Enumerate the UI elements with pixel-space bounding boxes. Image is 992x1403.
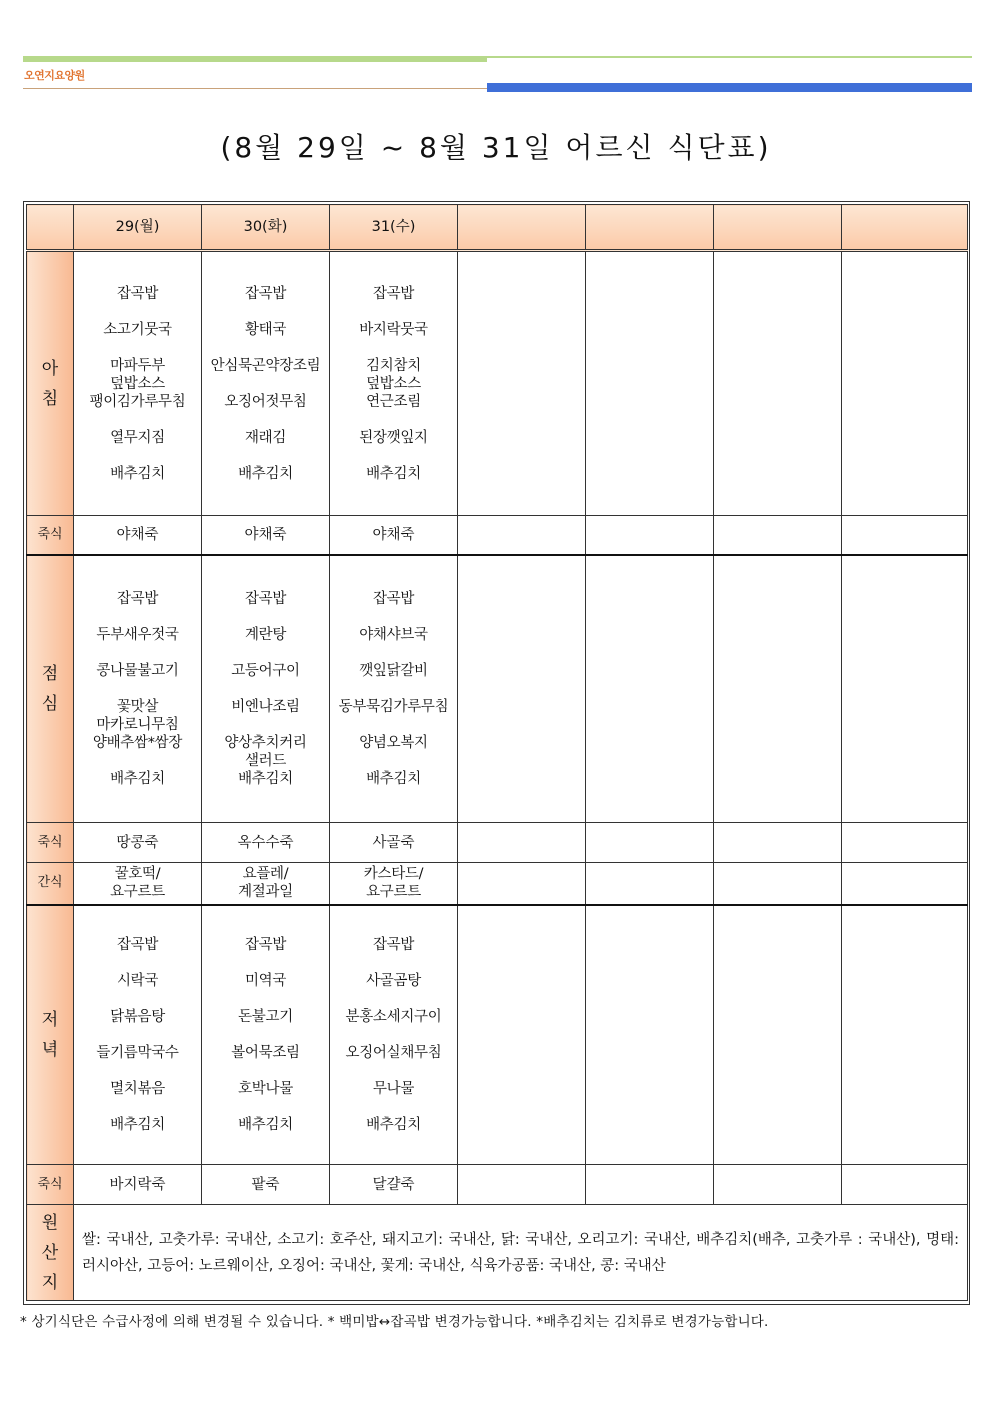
dish: 덮밥소스 bbox=[110, 375, 165, 392]
header-green-thin-bar bbox=[487, 56, 972, 58]
dish: 배추김치 bbox=[366, 1116, 421, 1133]
dish: 배추김치 bbox=[366, 465, 421, 482]
empty-cell bbox=[458, 251, 586, 516]
dish: 잡곡밥 bbox=[372, 590, 415, 607]
dish: 계란탕 bbox=[244, 626, 287, 643]
dish: 고등어구이 bbox=[231, 662, 300, 679]
snack-cell bbox=[202, 863, 330, 905]
dish: 바지락뭇국 bbox=[359, 321, 428, 338]
snack-cell bbox=[330, 863, 458, 905]
empty-cell bbox=[714, 905, 842, 1165]
dish: 동부묵김가루무침 bbox=[338, 698, 449, 715]
day-header: 31(수) bbox=[330, 205, 458, 251]
day-header: 29(월) bbox=[74, 205, 202, 251]
snack-line: 꿀호떡/ bbox=[114, 866, 161, 883]
day-header-empty bbox=[842, 205, 968, 251]
corner-cell bbox=[27, 205, 74, 251]
breakfast-menu-day1 bbox=[74, 251, 202, 516]
dish: 샐러드 bbox=[244, 752, 287, 769]
empty-cell bbox=[586, 905, 714, 1165]
dinner-label-char: 녁 bbox=[41, 1039, 59, 1060]
origin-label-char: 지 bbox=[41, 1272, 59, 1293]
snack-cell bbox=[74, 863, 202, 905]
origin-label bbox=[27, 1205, 74, 1301]
header-divider bbox=[23, 88, 487, 89]
dish: 안심묵곤약장조림 bbox=[210, 357, 321, 374]
dish: 잡곡밥 bbox=[116, 590, 159, 607]
dish: 배추김치 bbox=[238, 465, 293, 482]
breakfast-label-char: 아 bbox=[41, 358, 59, 379]
dish: 무나물 bbox=[372, 1080, 415, 1097]
dish: 된장깻잎지 bbox=[359, 429, 428, 446]
organization-name: 오연지요양원 bbox=[24, 69, 85, 82]
dish: 배추김치 bbox=[366, 770, 421, 787]
dinner-label bbox=[27, 905, 74, 1165]
empty-cell bbox=[586, 823, 714, 863]
day-header-row bbox=[27, 205, 968, 251]
porridge-label: 죽식 bbox=[27, 823, 74, 863]
dish: 잡곡밥 bbox=[244, 936, 287, 953]
dinner-menu-day1 bbox=[74, 905, 202, 1165]
day-header: 30(화) bbox=[202, 205, 330, 251]
dinner-menu-day3 bbox=[330, 905, 458, 1165]
dish: 양배추쌈*쌈장 bbox=[92, 734, 183, 751]
dinner-label-char: 저 bbox=[41, 1009, 59, 1030]
dish: 잡곡밥 bbox=[244, 285, 287, 302]
dish: 닭볶음탕 bbox=[110, 1008, 165, 1025]
breakfast-label-char: 침 bbox=[41, 388, 59, 409]
empty-cell bbox=[586, 555, 714, 823]
snack-line: 요플레/ bbox=[242, 866, 289, 883]
dish: 분홍소세지구이 bbox=[345, 1008, 442, 1025]
dish: 마파두부 bbox=[110, 357, 165, 374]
empty-cell bbox=[586, 516, 714, 555]
empty-cell bbox=[842, 555, 968, 823]
origin-label-char: 원 bbox=[41, 1212, 59, 1233]
dish: 호박나물 bbox=[238, 1080, 293, 1097]
dish: 양상추치커리 bbox=[224, 734, 307, 751]
origin-row bbox=[27, 1205, 968, 1301]
empty-cell bbox=[586, 251, 714, 516]
dish: 볼어묵조림 bbox=[231, 1044, 300, 1061]
dish: 배추김치 bbox=[238, 770, 293, 787]
dish: 미역국 bbox=[244, 972, 287, 989]
lunch-menu-day1 bbox=[74, 555, 202, 823]
porridge-cell: 야채죽 bbox=[74, 516, 202, 555]
breakfast-menu-day3 bbox=[330, 251, 458, 516]
porridge-label: 죽식 bbox=[27, 516, 74, 555]
dish: 배추김치 bbox=[110, 770, 165, 787]
porridge-cell: 사골죽 bbox=[330, 823, 458, 863]
porridge-label: 죽식 bbox=[27, 1165, 74, 1205]
empty-cell bbox=[714, 863, 842, 905]
empty-cell bbox=[458, 516, 586, 555]
empty-cell bbox=[714, 823, 842, 863]
lunch-porridge-row bbox=[27, 823, 968, 863]
dish: 소고기뭇국 bbox=[103, 321, 172, 338]
snack-line: 요구르트 bbox=[366, 884, 421, 901]
dish: 사골곰탕 bbox=[366, 972, 421, 989]
dish: 마카로니무침 bbox=[96, 716, 179, 733]
breakfast-porridge-row bbox=[27, 516, 968, 555]
dinner-porridge-row bbox=[27, 1165, 968, 1205]
dish: 양념오복지 bbox=[359, 734, 428, 751]
dish: 배추김치 bbox=[110, 1116, 165, 1133]
dish: 들기름막국수 bbox=[96, 1044, 179, 1061]
dish: 오징어젓무침 bbox=[224, 393, 307, 410]
day-header-empty bbox=[458, 205, 586, 251]
porridge-cell: 팥죽 bbox=[202, 1165, 330, 1205]
dish: 시락국 bbox=[116, 972, 159, 989]
empty-cell bbox=[842, 251, 968, 516]
dish: 덮밥소스 bbox=[366, 375, 421, 392]
dish: 황태국 bbox=[244, 321, 287, 338]
header-green-bar bbox=[23, 56, 487, 62]
dish: 재래김 bbox=[244, 429, 287, 446]
dish: 멸치볶음 bbox=[110, 1080, 165, 1097]
dish: 잡곡밥 bbox=[116, 285, 159, 302]
meal-table bbox=[26, 204, 968, 1301]
dish: 잡곡밥 bbox=[116, 936, 159, 953]
breakfast-label bbox=[27, 251, 74, 516]
empty-cell bbox=[714, 516, 842, 555]
empty-cell bbox=[458, 905, 586, 1165]
empty-cell bbox=[842, 823, 968, 863]
empty-cell bbox=[458, 555, 586, 823]
porridge-cell: 야채죽 bbox=[202, 516, 330, 555]
empty-cell bbox=[458, 1165, 586, 1205]
dish: 비엔나조림 bbox=[231, 698, 300, 715]
breakfast-row bbox=[27, 251, 968, 516]
breakfast-menu-day2 bbox=[202, 251, 330, 516]
snack-line: 요구르트 bbox=[110, 884, 165, 901]
dish: 잡곡밥 bbox=[372, 285, 415, 302]
empty-cell bbox=[458, 863, 586, 905]
lunch-label-char: 심 bbox=[41, 693, 59, 714]
empty-cell bbox=[586, 863, 714, 905]
lunch-row bbox=[27, 555, 968, 823]
lunch-label bbox=[27, 555, 74, 823]
dish: 잡곡밥 bbox=[372, 936, 415, 953]
empty-cell bbox=[842, 905, 968, 1165]
dish: 두부새우젓국 bbox=[96, 626, 179, 643]
origin-text: 쌀: 국내산, 고춧가루: 국내산, 소고기: 호주산, 돼지고기: 국내산, 닭: 국내산, 오리고기: 국내산, 배추김치(배추, 고춧가루 : 국내산), 명태: 러시아산, 고등어: 노르웨이산, 오징어: 국내산, 꽃게: 국내산, 식육가공품: 국내산, 콩: 국내산 bbox=[74, 1205, 968, 1301]
empty-cell bbox=[842, 516, 968, 555]
day-header-empty bbox=[586, 205, 714, 251]
empty-cell bbox=[842, 1165, 968, 1205]
empty-cell bbox=[458, 823, 586, 863]
dish: 연근조림 bbox=[366, 393, 421, 410]
dish: 오징어실채무침 bbox=[345, 1044, 442, 1061]
day-header-empty bbox=[714, 205, 842, 251]
porridge-cell: 옥수수죽 bbox=[202, 823, 330, 863]
dish: 콩나물불고기 bbox=[96, 662, 179, 679]
dish: 배추김치 bbox=[238, 1116, 293, 1133]
lunch-label-char: 점 bbox=[41, 663, 59, 684]
porridge-cell: 달걀죽 bbox=[330, 1165, 458, 1205]
porridge-cell: 바지락죽 bbox=[74, 1165, 202, 1205]
dish: 꽃맛살 bbox=[116, 698, 159, 715]
empty-cell bbox=[714, 555, 842, 823]
dish: 팽이김가루무침 bbox=[89, 393, 186, 410]
dish: 김치참치 bbox=[366, 357, 421, 374]
snack-label: 간식 bbox=[27, 863, 74, 905]
origin-label-char: 산 bbox=[41, 1242, 59, 1263]
lunch-menu-day3 bbox=[330, 555, 458, 823]
dinner-menu-day2 bbox=[202, 905, 330, 1165]
empty-cell bbox=[586, 1165, 714, 1205]
page-title: (8월 29일 ~ 8월 31일 어르신 식단표) bbox=[220, 131, 772, 164]
dish: 잡곡밥 bbox=[244, 590, 287, 607]
snack-line: 카스타드/ bbox=[363, 866, 424, 883]
footnote: * 상기식단은 수급사정에 의해 변경될 수 있습니다. * 백미밥↔잡곡밥 변경가능합니다. *배추김치는 김치류로 변경가능합니다. bbox=[20, 1314, 769, 1330]
porridge-cell: 땅콩죽 bbox=[74, 823, 202, 863]
empty-cell bbox=[714, 251, 842, 516]
lunch-menu-day2 bbox=[202, 555, 330, 823]
dish: 야채샤브국 bbox=[359, 626, 428, 643]
empty-cell bbox=[714, 1165, 842, 1205]
snack-line: 계절과일 bbox=[238, 884, 293, 901]
empty-cell bbox=[842, 863, 968, 905]
dish: 배추김치 bbox=[110, 465, 165, 482]
porridge-cell: 야채죽 bbox=[330, 516, 458, 555]
snack-row bbox=[27, 863, 968, 905]
dish: 깻잎닭갈비 bbox=[359, 662, 428, 679]
header-blue-bar bbox=[487, 83, 972, 92]
dish: 열무지짐 bbox=[110, 429, 165, 446]
dinner-row bbox=[27, 905, 968, 1165]
dish: 돈불고기 bbox=[238, 1008, 293, 1025]
